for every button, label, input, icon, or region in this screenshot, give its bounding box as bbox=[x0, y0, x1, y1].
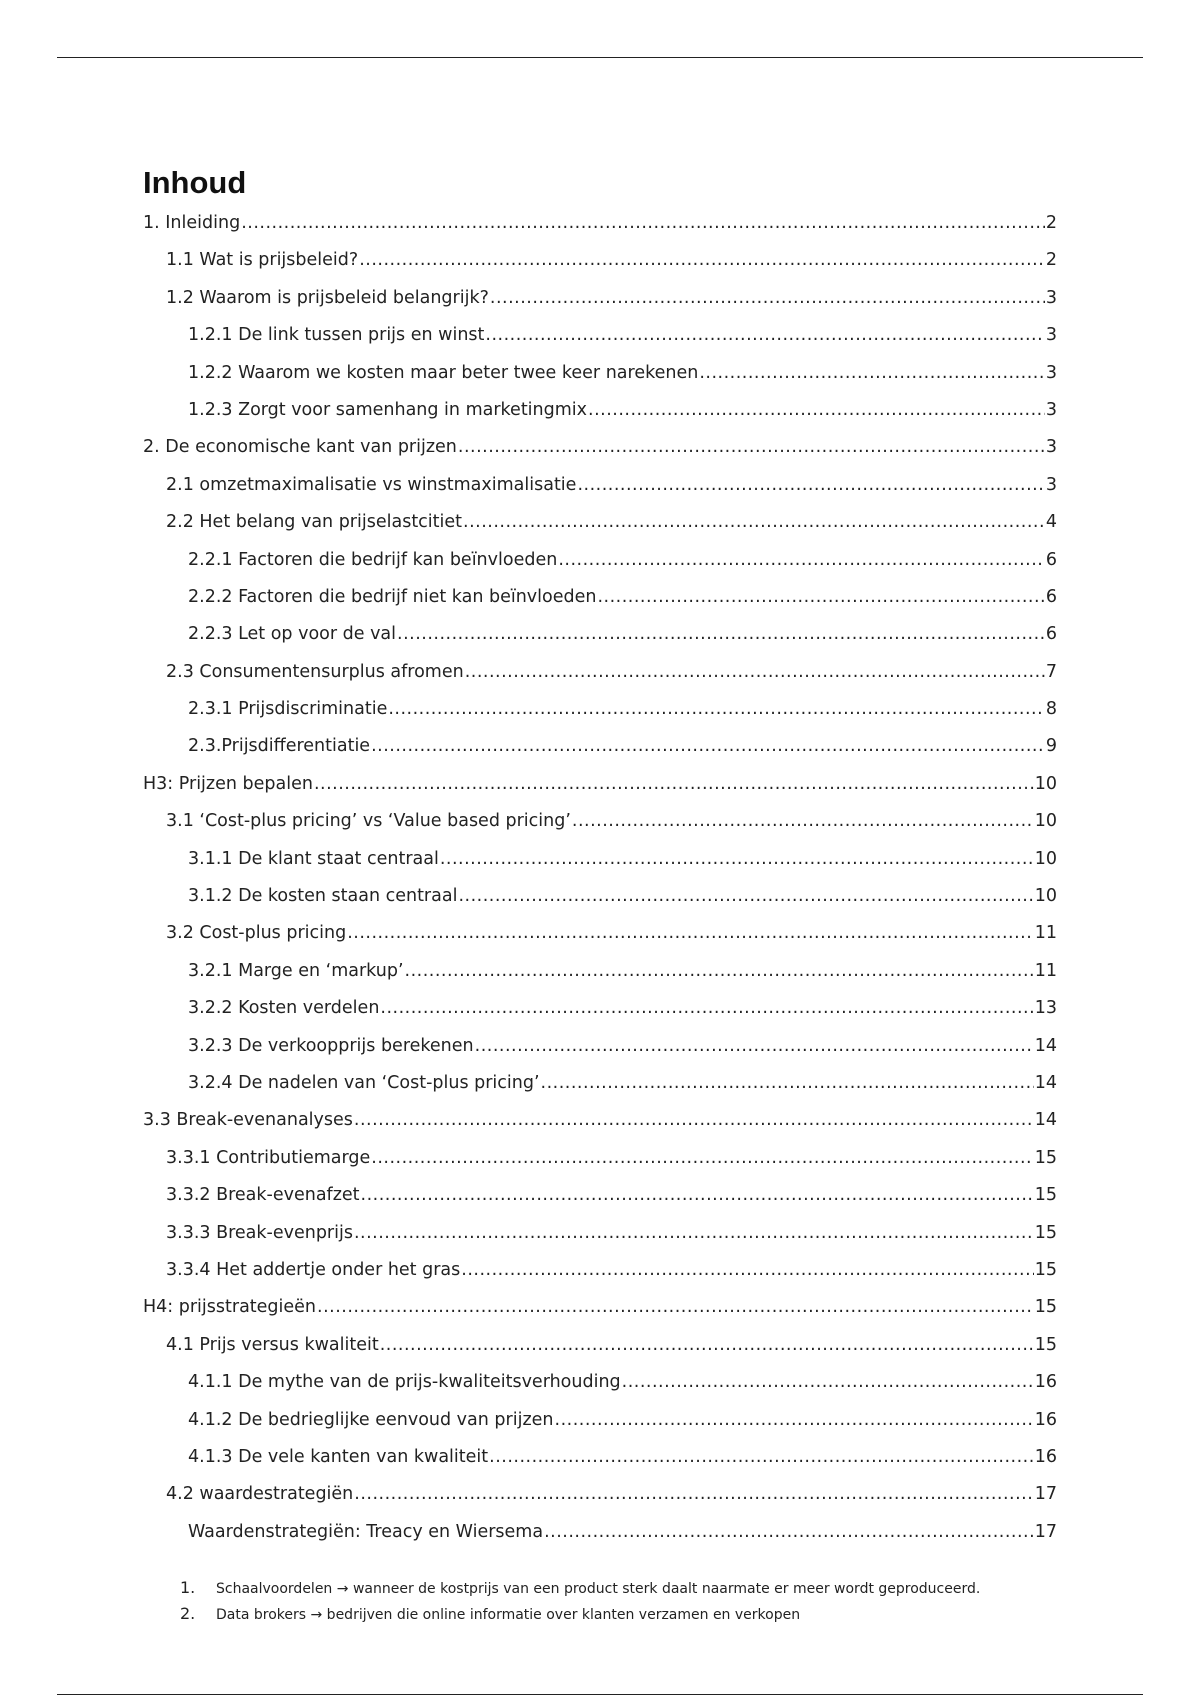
toc-entry-page: 6 bbox=[1045, 586, 1057, 607]
toc-entry[interactable] bbox=[143, 1036, 1057, 1073]
toc-entry[interactable] bbox=[143, 213, 1057, 250]
toc-entry-page: 16 bbox=[1034, 1409, 1057, 1430]
toc-entry[interactable] bbox=[143, 1335, 1057, 1372]
toc-entry[interactable] bbox=[143, 1148, 1057, 1185]
toc-dot-leader bbox=[541, 1073, 1034, 1093]
toc-entry-page: 11 bbox=[1034, 960, 1057, 981]
toc-entry-page: 3 bbox=[1045, 474, 1057, 495]
toc-entry-label: 1.2.3 Zorgt voor samenhang in marketingmix bbox=[188, 399, 588, 420]
toc-entry-label: 3.1 ‘Cost-plus pricing’ vs ‘Value based pricing’ bbox=[166, 811, 571, 832]
toc-entry[interactable] bbox=[143, 1297, 1057, 1334]
toc-entry[interactable] bbox=[143, 624, 1057, 661]
toc-entry-page: 3 bbox=[1045, 325, 1057, 346]
toc-entry-label: 4.1 Prijs versus kwaliteit bbox=[166, 1334, 379, 1355]
toc-entry[interactable] bbox=[143, 587, 1057, 624]
toc-entry-page: 13 bbox=[1034, 998, 1057, 1019]
footnote-list bbox=[180, 1578, 980, 1630]
page-title: Inhoud bbox=[143, 165, 247, 200]
toc-entry[interactable] bbox=[143, 437, 1057, 474]
toc-entry[interactable] bbox=[143, 288, 1057, 325]
toc-dot-leader bbox=[485, 325, 1044, 345]
toc-dot-leader bbox=[371, 1148, 1033, 1168]
toc-dot-leader bbox=[544, 1522, 1034, 1542]
toc-dot-leader bbox=[317, 1297, 1034, 1317]
toc-entry-page: 15 bbox=[1034, 1259, 1057, 1280]
toc-entry-label: H3: Prijzen bepalen bbox=[143, 773, 313, 794]
footnote-text: Data brokers → bedrijven die online informatie over klanten verzamen en verkopen bbox=[216, 1607, 801, 1623]
toc-entry[interactable] bbox=[143, 250, 1057, 287]
toc-entry[interactable] bbox=[143, 923, 1057, 960]
toc-entry-label: 1. Inleiding bbox=[143, 213, 241, 233]
toc-entry-page: 6 bbox=[1045, 624, 1057, 645]
toc-entry-page: 15 bbox=[1034, 1147, 1057, 1168]
toc-entry-page: 17 bbox=[1034, 1521, 1057, 1542]
toc-entry-label: 3.2 Cost-plus pricing bbox=[166, 923, 347, 944]
toc-entry-page: 14 bbox=[1034, 1072, 1057, 1093]
toc-entry-label: 4.2 waardestrategiën bbox=[166, 1484, 354, 1505]
toc-dot-leader bbox=[572, 811, 1034, 831]
footer-rule bbox=[57, 1694, 1143, 1695]
toc-dot-leader bbox=[458, 886, 1033, 906]
toc-dot-leader bbox=[405, 961, 1034, 981]
toc-dot-leader bbox=[354, 1484, 1033, 1504]
toc-entry[interactable] bbox=[143, 1372, 1057, 1409]
toc-dot-leader bbox=[314, 774, 1034, 794]
toc-entry-page: 10 bbox=[1034, 773, 1057, 794]
toc-entry-page: 10 bbox=[1034, 848, 1057, 869]
toc-entry-label: 3.2.1 Marge en ‘markup’ bbox=[188, 960, 404, 981]
toc-entry-page: 15 bbox=[1034, 1297, 1057, 1318]
toc-entry-label: 3.2.3 De verkoopprijs berekenen bbox=[188, 1035, 474, 1056]
toc-entry-label: 1.2 Waarom is prijsbeleid belangrijk? bbox=[166, 287, 489, 308]
toc-dot-leader bbox=[380, 1335, 1034, 1355]
toc-entry[interactable] bbox=[143, 886, 1057, 923]
toc-entry-page: 3 bbox=[1045, 437, 1057, 458]
footnote-item bbox=[180, 1578, 980, 1604]
toc-entry-page: 9 bbox=[1045, 736, 1057, 757]
toc-entry[interactable] bbox=[143, 1223, 1057, 1260]
toc-entry[interactable] bbox=[143, 475, 1057, 512]
toc-entry-label: 3.1.2 De kosten staan centraal bbox=[188, 886, 458, 907]
toc-entry-page: 3 bbox=[1045, 362, 1057, 383]
toc-entry[interactable] bbox=[143, 961, 1057, 998]
toc-dot-leader bbox=[588, 400, 1045, 420]
toc-entry-label: 3.1.1 De klant staat centraal bbox=[188, 848, 439, 869]
toc-dot-leader bbox=[465, 662, 1045, 682]
toc-dot-leader bbox=[489, 1447, 1034, 1467]
toc-entry[interactable] bbox=[143, 1110, 1057, 1147]
toc-entry-page: 16 bbox=[1034, 1446, 1057, 1467]
toc-dot-leader bbox=[241, 213, 1045, 233]
toc-dot-leader bbox=[558, 550, 1045, 570]
toc-entry[interactable] bbox=[143, 699, 1057, 736]
toc-entry-label: 1.2.1 De link tussen prijs en winst bbox=[188, 325, 485, 346]
toc-dot-leader bbox=[380, 998, 1033, 1018]
toc-entry-label: 3.3.1 Contributiemarge bbox=[166, 1147, 371, 1168]
toc-entry-page: 14 bbox=[1034, 1035, 1057, 1056]
toc-entry-label: 2.2.3 Let op voor de val bbox=[188, 624, 397, 645]
toc-entry-page: 15 bbox=[1034, 1185, 1057, 1206]
toc-entry[interactable] bbox=[143, 512, 1057, 549]
toc-dot-leader bbox=[555, 1410, 1034, 1430]
toc-entry-label: 1.2.2 Waarom we kosten maar beter twee keer narekenen bbox=[188, 362, 699, 383]
toc-dot-leader bbox=[699, 363, 1045, 383]
footnote-item bbox=[180, 1604, 980, 1630]
toc-dot-leader bbox=[347, 923, 1034, 943]
toc-entry[interactable] bbox=[143, 1260, 1057, 1297]
toc-dot-leader bbox=[388, 699, 1045, 719]
toc-entry[interactable] bbox=[143, 998, 1057, 1035]
header-rule bbox=[57, 57, 1143, 58]
toc-entry[interactable] bbox=[143, 1073, 1057, 1110]
toc-entry-page: 3 bbox=[1045, 287, 1057, 308]
toc-dot-leader bbox=[371, 736, 1045, 756]
toc-entry-label: H4: prijsstrategieën bbox=[143, 1297, 317, 1318]
toc-entry-page: 11 bbox=[1034, 923, 1057, 944]
footnote-number: 2. bbox=[180, 1604, 196, 1623]
toc-entry-label: 4.1.2 De bedrieglijke eenvoud van prijzen bbox=[188, 1409, 554, 1430]
toc-entry-label: 2.1 omzetmaximalisatie vs winstmaximalisatie bbox=[166, 474, 577, 495]
toc-entry[interactable] bbox=[143, 1484, 1057, 1521]
toc-dot-leader bbox=[361, 1185, 1034, 1205]
toc-dot-leader bbox=[577, 475, 1044, 495]
toc-entry[interactable] bbox=[143, 400, 1057, 437]
toc-entry-label: 2.2.1 Factoren die bedrijf kan beïnvloeden bbox=[188, 549, 558, 570]
toc-entry[interactable] bbox=[143, 774, 1057, 811]
toc-dot-leader bbox=[397, 624, 1045, 644]
toc-entry[interactable] bbox=[143, 1522, 1057, 1559]
toc-dot-leader bbox=[490, 288, 1045, 308]
toc-entry[interactable] bbox=[143, 849, 1057, 886]
toc-dot-leader bbox=[440, 849, 1034, 869]
toc-entry-label: 4.1.3 De vele kanten van kwaliteit bbox=[188, 1446, 489, 1467]
toc-entry[interactable] bbox=[143, 1447, 1057, 1484]
toc-entry-label: 1.1 Wat is prijsbeleid? bbox=[166, 250, 359, 271]
toc-entry-page: 10 bbox=[1034, 811, 1057, 832]
toc-entry[interactable] bbox=[143, 1185, 1057, 1222]
toc-dot-leader bbox=[463, 512, 1045, 532]
toc-dot-leader bbox=[458, 437, 1045, 457]
footnote-number: 1. bbox=[180, 1578, 196, 1597]
toc-entry-page: 2 bbox=[1045, 250, 1057, 271]
toc-entry[interactable] bbox=[143, 325, 1057, 362]
toc-entry-page: 3 bbox=[1045, 399, 1057, 420]
toc-entry-page: 17 bbox=[1034, 1484, 1057, 1505]
toc-dot-leader bbox=[354, 1110, 1034, 1130]
toc-entry[interactable] bbox=[143, 736, 1057, 773]
footnote-text: Schaalvoordelen → wanneer de kostprijs van een product sterk daalt naarmate er meer wordt geproduceerd. bbox=[216, 1581, 981, 1597]
toc-entry-label: 2.3.1 Prijsdiscriminatie bbox=[188, 699, 388, 720]
toc-entry-label: 4.1.1 De mythe van de prijs-kwaliteitsverhouding bbox=[188, 1372, 621, 1393]
toc-entry-label: Waardenstrategiën: Treacy en Wiersema bbox=[188, 1521, 544, 1542]
toc-entry-page: 8 bbox=[1045, 699, 1057, 720]
toc-dot-leader bbox=[461, 1260, 1033, 1280]
table-of-contents bbox=[143, 213, 1057, 1559]
toc-entry-label: 3.2.4 De nadelen van ‘Cost-plus pricing’ bbox=[188, 1072, 540, 1093]
toc-entry-page: 4 bbox=[1045, 512, 1057, 533]
toc-entry-label: 2.3 Consumentensurplus afromen bbox=[166, 661, 464, 682]
toc-entry-label: 3.3 Break-evenanalyses bbox=[143, 1110, 353, 1131]
toc-entry-page: 6 bbox=[1045, 549, 1057, 570]
toc-entry-label: 3.2.2 Kosten verdelen bbox=[188, 998, 380, 1019]
toc-entry-page: 15 bbox=[1034, 1222, 1057, 1243]
toc-entry-page: 15 bbox=[1034, 1334, 1057, 1355]
toc-entry-label: 2.2 Het belang van prijselastcitiet bbox=[166, 512, 463, 533]
toc-entry-label: 2. De economische kant van prijzen bbox=[143, 437, 457, 458]
toc-entry[interactable] bbox=[143, 363, 1057, 400]
toc-entry-label: 3.3.3 Break-evenprijs bbox=[166, 1222, 353, 1243]
toc-entry[interactable] bbox=[143, 811, 1057, 848]
toc-dot-leader bbox=[354, 1223, 1034, 1243]
toc-entry-page: 10 bbox=[1034, 886, 1057, 907]
toc-entry[interactable] bbox=[143, 1410, 1057, 1447]
toc-dot-leader bbox=[359, 250, 1045, 270]
toc-dot-leader bbox=[597, 587, 1044, 607]
toc-entry-label: 2.3.Prijsdifferentiatie bbox=[188, 736, 371, 757]
toc-dot-leader bbox=[622, 1372, 1034, 1392]
toc-dot-leader bbox=[475, 1036, 1034, 1056]
toc-entry-label: 2.2.2 Factoren die bedrijf niet kan beïnvloeden bbox=[188, 586, 597, 607]
toc-entry[interactable] bbox=[143, 550, 1057, 587]
toc-entry-page: 2 bbox=[1045, 213, 1057, 233]
toc-entry-page: 7 bbox=[1045, 661, 1057, 682]
toc-entry-page: 14 bbox=[1034, 1110, 1057, 1131]
toc-entry-label: 3.3.2 Break-evenafzet bbox=[166, 1185, 360, 1206]
toc-entry-label: 3.3.4 Het addertje onder het gras bbox=[166, 1259, 461, 1280]
toc-entry[interactable] bbox=[143, 662, 1057, 699]
toc-entry-page: 16 bbox=[1034, 1372, 1057, 1393]
